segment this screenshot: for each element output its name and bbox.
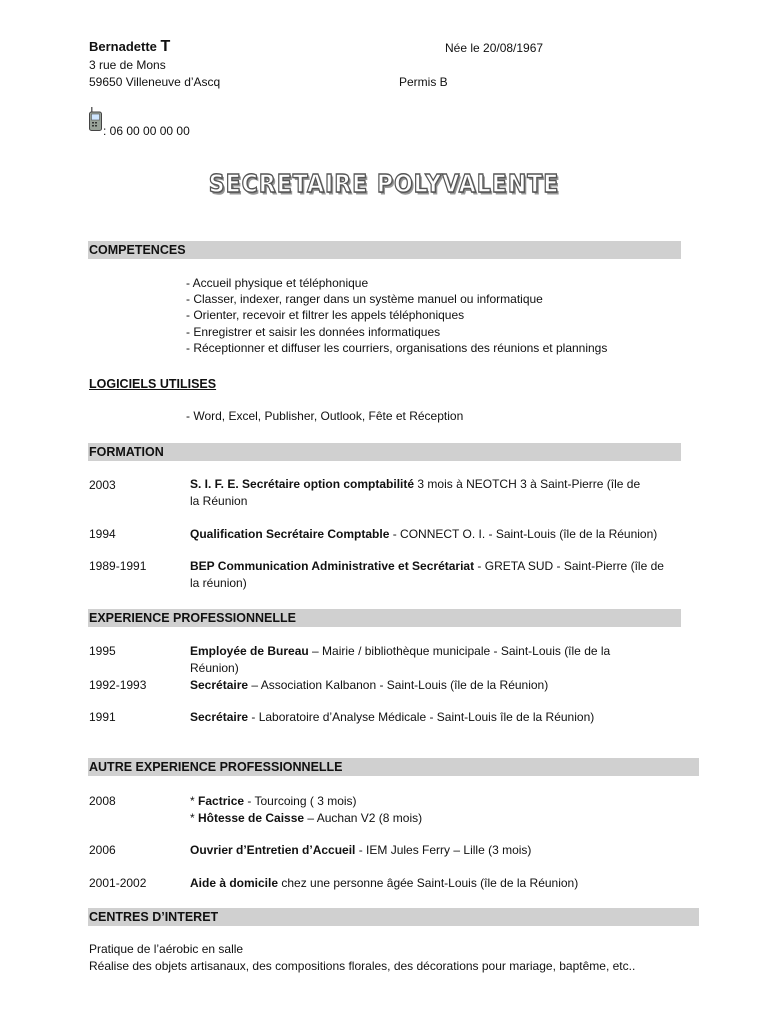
other-experience-entry <box>190 875 660 892</box>
job-position: Hôtesse de Caisse <box>198 811 305 825</box>
interest-line: Pratique de l’aérobic en salle <box>89 942 244 956</box>
other-experience-line <box>190 810 660 827</box>
job-details: – Association Kalbanon - Saint-Louis (île de la Réunion) <box>248 678 549 692</box>
job-details: - Laboratoire d’Analyse Médicale - Saint-Louis île de la Réunion) <box>248 710 595 724</box>
formation-title: BEP Communication Administrative et Secrétariat <box>190 559 475 573</box>
software-item: - Word, Excel, Publisher, Outlook, Fête et Réception <box>186 409 464 423</box>
section-logiciels-heading: LOGICIELS UTILISES <box>89 377 217 391</box>
section-competences-heading: COMPETENCES <box>88 241 681 259</box>
formation-details: - GRETA SUD - Saint-Pierre (île de la réunion) <box>190 559 664 590</box>
experience-year: 1995 <box>89 644 116 658</box>
job-position: Secrétaire <box>190 710 249 724</box>
formation-year: 1994 <box>89 527 116 541</box>
competence-item: - Réceptionner et diffuser les courriers, organisations des réunions et plannings <box>186 341 608 355</box>
job-position: Secrétaire <box>190 678 249 692</box>
other-experience-entry <box>190 842 660 859</box>
job-title: SECRETAIRE POLYVALENTE <box>208 170 560 199</box>
job-position: Ouvrier d’Entretien d’Accueil <box>190 843 356 857</box>
last-name: T <box>160 38 171 55</box>
competence-item: - Classer, indexer, ranger dans un système manuel ou informatique <box>186 292 543 306</box>
section-formation-heading: FORMATION <box>88 443 681 461</box>
formation-year: 2003 <box>89 478 116 492</box>
other-experience-line <box>190 793 660 810</box>
experience-year: 1992-1993 <box>89 678 147 692</box>
job-details: chez une personne âgée Saint-Louis (île de la Réunion) <box>278 876 579 890</box>
other-experience-year: 2008 <box>89 794 116 808</box>
formation-entry <box>190 476 645 510</box>
driving-license: Permis B <box>399 75 448 89</box>
other-experience-entry <box>190 793 660 827</box>
formation-entry <box>190 558 670 592</box>
job-position: Employée de Bureau <box>190 644 309 658</box>
job-position: Aide à domicile <box>190 876 279 890</box>
other-experience-year: 2006 <box>89 843 116 857</box>
competence-item: - Orienter, recevoir et filtrer les appels téléphoniques <box>186 308 465 322</box>
formation-year: 1989-1991 <box>89 559 147 573</box>
candidate-name <box>89 39 170 55</box>
formation-entry <box>190 526 660 543</box>
bullet-marker: * <box>190 811 199 825</box>
other-experience-year: 2001-2002 <box>89 876 147 890</box>
formation-title: Qualification Secrétaire Comptable <box>190 527 390 541</box>
section-interests-heading: CENTRES D’INTERET <box>88 908 699 926</box>
competence-item: - Accueil physique et téléphonique <box>186 276 369 290</box>
job-details: – Auchan V2 (8 mois) <box>304 811 423 825</box>
interest-line: Réalise des objets artisanaux, des compositions florales, des décorations pour mariage, baptême, etc.. <box>89 959 636 973</box>
experience-entry <box>190 677 660 694</box>
experience-entry <box>190 709 660 726</box>
experience-entry <box>190 643 660 677</box>
formation-title: S. I. F. E. Secrétaire option comptabilité <box>190 477 415 491</box>
address-city: 59650 Villeneuve d’Ascq <box>89 75 221 89</box>
job-position: Factrice <box>198 794 245 808</box>
job-details: - Tourcoing ( 3 mois) <box>244 794 357 808</box>
section-other-experience-heading: AUTRE EXPERIENCE PROFESSIONNELLE <box>88 758 699 776</box>
birth-date: Née le 20/08/1967 <box>445 41 544 55</box>
formation-details: - CONNECT O. I. - Saint-Louis (île de la Réunion) <box>389 527 658 541</box>
first-name: Bernadette <box>89 39 161 54</box>
section-experience-heading: EXPERIENCE PROFESSIONNELLE <box>88 609 681 627</box>
formation-details: 3 mois à NEOTCH 3 à Saint-Pierre (île de la Réunion <box>190 477 641 508</box>
job-details: - IEM Jules Ferry – Lille (3 mois) <box>355 843 532 857</box>
competence-item: - Enregistrer et saisir les données informatiques <box>186 325 441 339</box>
bullet-marker: * <box>190 794 199 808</box>
job-details: – Mairie / bibliothèque municipale - Saint-Louis (île de la Réunion) <box>190 644 611 675</box>
phone-number: : 06 00 00 00 00 <box>103 124 190 138</box>
address-street: 3 rue de Mons <box>89 58 166 72</box>
mobile-phone-icon <box>89 107 102 131</box>
experience-year: 1991 <box>89 710 116 724</box>
